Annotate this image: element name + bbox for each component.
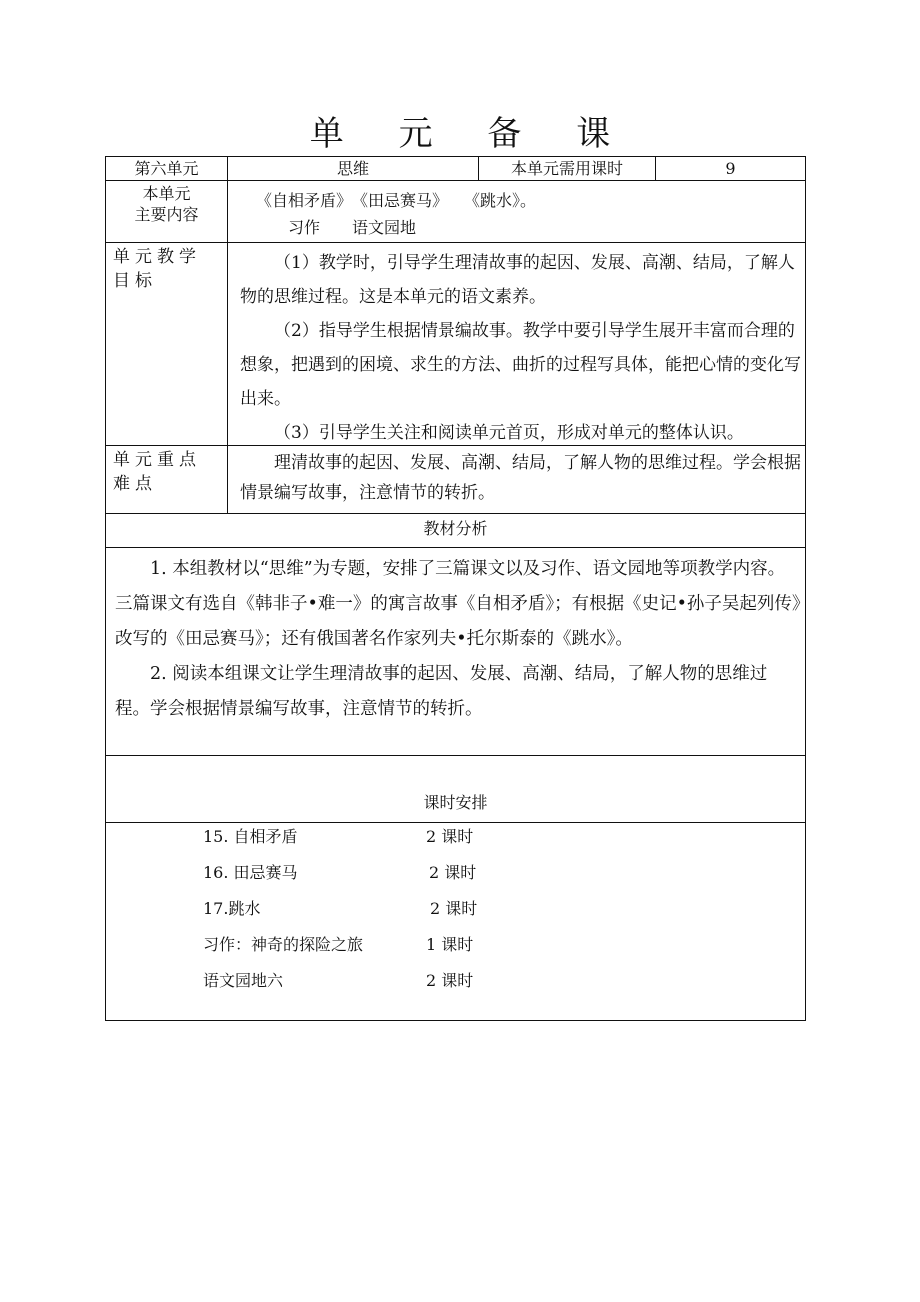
analysis-paragraph-2: 2. 阅读本组课文让学生理清故事的起因、发展、高潮、结局，了解人物的思维过程。学会根据情景编写故事，注意情节的转折。 <box>115 664 768 719</box>
content-label-line2: 主要内容 <box>134 205 199 224</box>
schedule-item-hours: 1 课时 <box>426 935 474 954</box>
row-divider <box>105 180 806 181</box>
analysis-heading: 教材分析 <box>423 519 488 538</box>
goal-2: （2）指导学生根据情景编故事。教学中要引导学生展开丰富而合理的想象，把遇到的困境、求生的方法、曲折的过程写具体，能把心情的变化写出来。 <box>240 321 801 409</box>
schedule-item-name: 语文园地六 <box>203 971 284 990</box>
schedule-item-name: 17.跳水 <box>203 899 261 918</box>
unit-theme: 思维 <box>336 159 369 178</box>
content-label <box>106 183 227 225</box>
analysis-paragraph-1: 1. 本组教材以“思维”为专题，安排了三篇课文以及习作、语文园地等项教学内容。三篇课文有选自《韩非子•难一》的寓言故事《自相矛盾》；有根据《史记•孙子吴起列传》改写的《田忌赛马》；还有俄国著名作家列夫•托尔斯泰的《跳水》。 <box>115 559 801 649</box>
hours-label: 本单元需用课时 <box>510 159 623 178</box>
row-divider <box>105 242 806 243</box>
extra-activities: 习作 语文园地 <box>288 218 417 237</box>
key-points: 理清故事的起因、发展、高潮、结局，了解人物的思维过程。学会根据情景编写故事，注意情节的转折。 <box>240 453 801 503</box>
schedule-item-name: 习作：神奇的探险之旅 <box>203 935 364 954</box>
goals-label: 单元教学目标 <box>113 247 201 291</box>
schedule-item-hours: 2 课时 <box>430 899 478 918</box>
schedule-heading: 课时安排 <box>423 793 488 812</box>
goals-text <box>240 246 802 450</box>
key-label: 单元重点难点 <box>113 450 201 494</box>
schedule-item-hours: 2 课时 <box>426 827 474 846</box>
unit-number: 第六单元 <box>134 159 199 178</box>
schedule-item-name: 15. 自相矛盾 <box>203 827 298 846</box>
schedule-item-name: 16. 田忌赛马 <box>203 863 298 882</box>
row-divider <box>105 822 806 823</box>
schedule-item-hours: 2 课时 <box>429 863 477 882</box>
row-divider <box>105 547 806 548</box>
analysis-text <box>115 552 801 727</box>
column-divider <box>227 156 228 513</box>
row-divider <box>105 755 806 756</box>
row-divider <box>105 513 806 514</box>
lesson-titles: 《自相矛盾》 《田忌赛马》 《跳水》。 <box>256 191 537 210</box>
schedule-item-hours: 2 课时 <box>426 971 474 990</box>
content-label-line1: 本单元 <box>142 184 191 203</box>
goal-1: （1）教学时，引导学生理清故事的起因、发展、高潮、结局，了解人物的思维过程。这是本单元的语文素养。 <box>240 253 795 307</box>
hours-value: 9 <box>725 159 736 178</box>
key-text <box>240 448 802 508</box>
goal-3: （3）引导学生关注和阅读单元首页，形成对单元的整体认识。 <box>274 423 744 443</box>
page-title: 单 元 备 课 <box>309 114 633 154</box>
